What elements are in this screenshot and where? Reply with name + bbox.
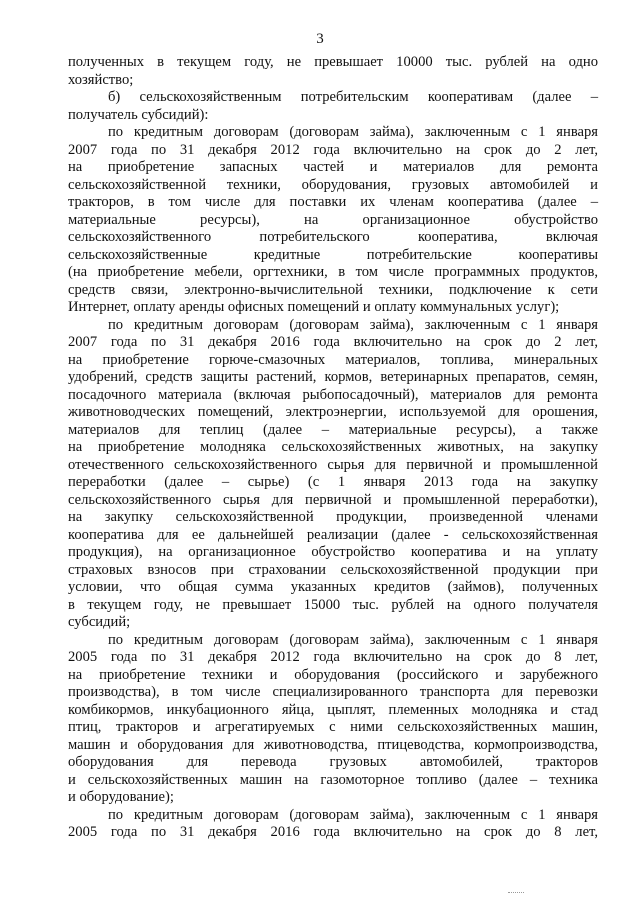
scan-mark — [508, 892, 524, 894]
text-line: б) сельскохозяйственным потребительским кооперативам (далее – — [108, 89, 598, 105]
text-line: материальные ресурсы), на организационное обустройство — [68, 211, 598, 228]
text-line: животноводческих помещений, электроэнергии, используемой для орошения, — [68, 404, 598, 420]
text-line: удобрений, средств защиты растений, кормов, ветеринарных препаратов, семян, — [68, 369, 598, 385]
text-line: полученных в текущем году, не превышает 10000 тыс. рублей на одно — [68, 54, 598, 70]
text-line: тракторов, в том числе для поставки их членам кооператива (далее – — [68, 194, 598, 210]
text-line: посадочного материала (включая рыбопосадочный), материалов для ремонта — [68, 386, 598, 403]
text-line: сельскохозяйственного сырья для первичной и промышленной переработки), — [68, 491, 598, 508]
text-line: оборудования для перевода грузовых автомобилей, тракторов — [68, 754, 598, 770]
text-line: на закупку сельскохозяйственной продукции, произведенной членами — [68, 509, 598, 525]
text-line: по кредитным договорам (договорам займа), заключенным с 1 января — [108, 316, 598, 333]
text-line: (на приобретение мебели, оргтехники, в том числе программных продуктов, — [68, 264, 598, 280]
text-line: птиц, тракторов и агрегатируемых с ними сельскохозяйственных машин, — [68, 719, 598, 735]
text-line: и оборудование); — [68, 789, 174, 805]
text-line: субсидий; — [68, 614, 131, 630]
text-line: 2007 года по 31 декабря 2016 года включительно на срок до 2 лет, — [68, 334, 598, 350]
text-line: 2005 года по 31 декабря 2016 года включительно на срок до 8 лет, — [68, 824, 598, 840]
text-line: машин и оборудования для животноводства, птицеводства, кормопроизводства, — [68, 736, 598, 753]
text-line: на приобретение запасных частей и материалов для ремонта — [68, 159, 598, 175]
text-line: по кредитным договорам (договорам займа), заключенным с 1 января — [108, 806, 598, 823]
text-line: получатель субсидий): — [68, 106, 209, 123]
text-line: по кредитным договорам (договорам займа), заключенным с 1 января — [108, 631, 598, 648]
text-line: условии, что общая сумма указанных кредитов (займов), полученных — [68, 579, 598, 595]
document-body — [68, 54, 598, 842]
text-line: Интернет, оплату аренды офисных помещений и оплату коммунальных услуг); — [68, 299, 560, 315]
text-line: на приобретение молодняка сельскохозяйственных животных, на закупку — [68, 439, 598, 455]
text-line: 2005 года по 31 декабря 2012 года включительно на срок до 8 лет, — [68, 649, 598, 665]
text-line: продукция), на организационное обустройство кооператива и на уплату — [68, 544, 598, 560]
text-line: отечественного сельскохозяйственного сырья для первичной и промышленной — [68, 456, 598, 473]
text-line: средств связи, электронно-вычислительной техники, подключение к сети — [68, 281, 598, 298]
text-line: кооператива для ее дальнейшей реализации (далее - сельскохозяйственная — [68, 526, 598, 543]
text-line: хозяйство; — [68, 71, 134, 88]
text-line: сельскохозяйственные кредитные потребительские кооперативы — [68, 246, 598, 263]
text-line: по кредитным договорам (договорам займа), заключенным с 1 января — [108, 124, 598, 140]
text-line: сельскохозяйственной техники, оборудования, грузовых автомобилей и — [68, 176, 598, 193]
text-line: на приобретение горюче-смазочных материалов, топлива, минеральных — [68, 351, 598, 368]
text-line: сельскохозяйственного потребительского кооператива, включая — [68, 229, 598, 245]
page-number: 3 — [316, 31, 324, 47]
text-line: страховых взносов при страховании сельскохозяйственной продукции при — [68, 561, 598, 578]
text-line: на приобретение техники и оборудования (российского и зарубежного — [68, 666, 598, 683]
text-line: и сельскохозяйственных машин на газомоторное топливо (далее – техника — [68, 771, 598, 788]
text-line: материалов для теплиц (далее – материальные ресурсы), а также — [68, 421, 598, 438]
text-line: в текущем году, не превышает 15000 тыс. рублей на одного получателя — [68, 596, 598, 613]
text-line: переработки (далее – сырье) (с 1 января 2013 года на закупку — [68, 474, 598, 490]
text-line: 2007 года по 31 декабря 2012 года включительно на срок до 2 лет, — [68, 141, 598, 158]
text-line: производства), в том числе специализированного транспорта для перевозки — [68, 684, 598, 700]
text-line: комбикормов, инкубационного яйца, цыплят, племенных молодняка и стад — [68, 701, 598, 718]
